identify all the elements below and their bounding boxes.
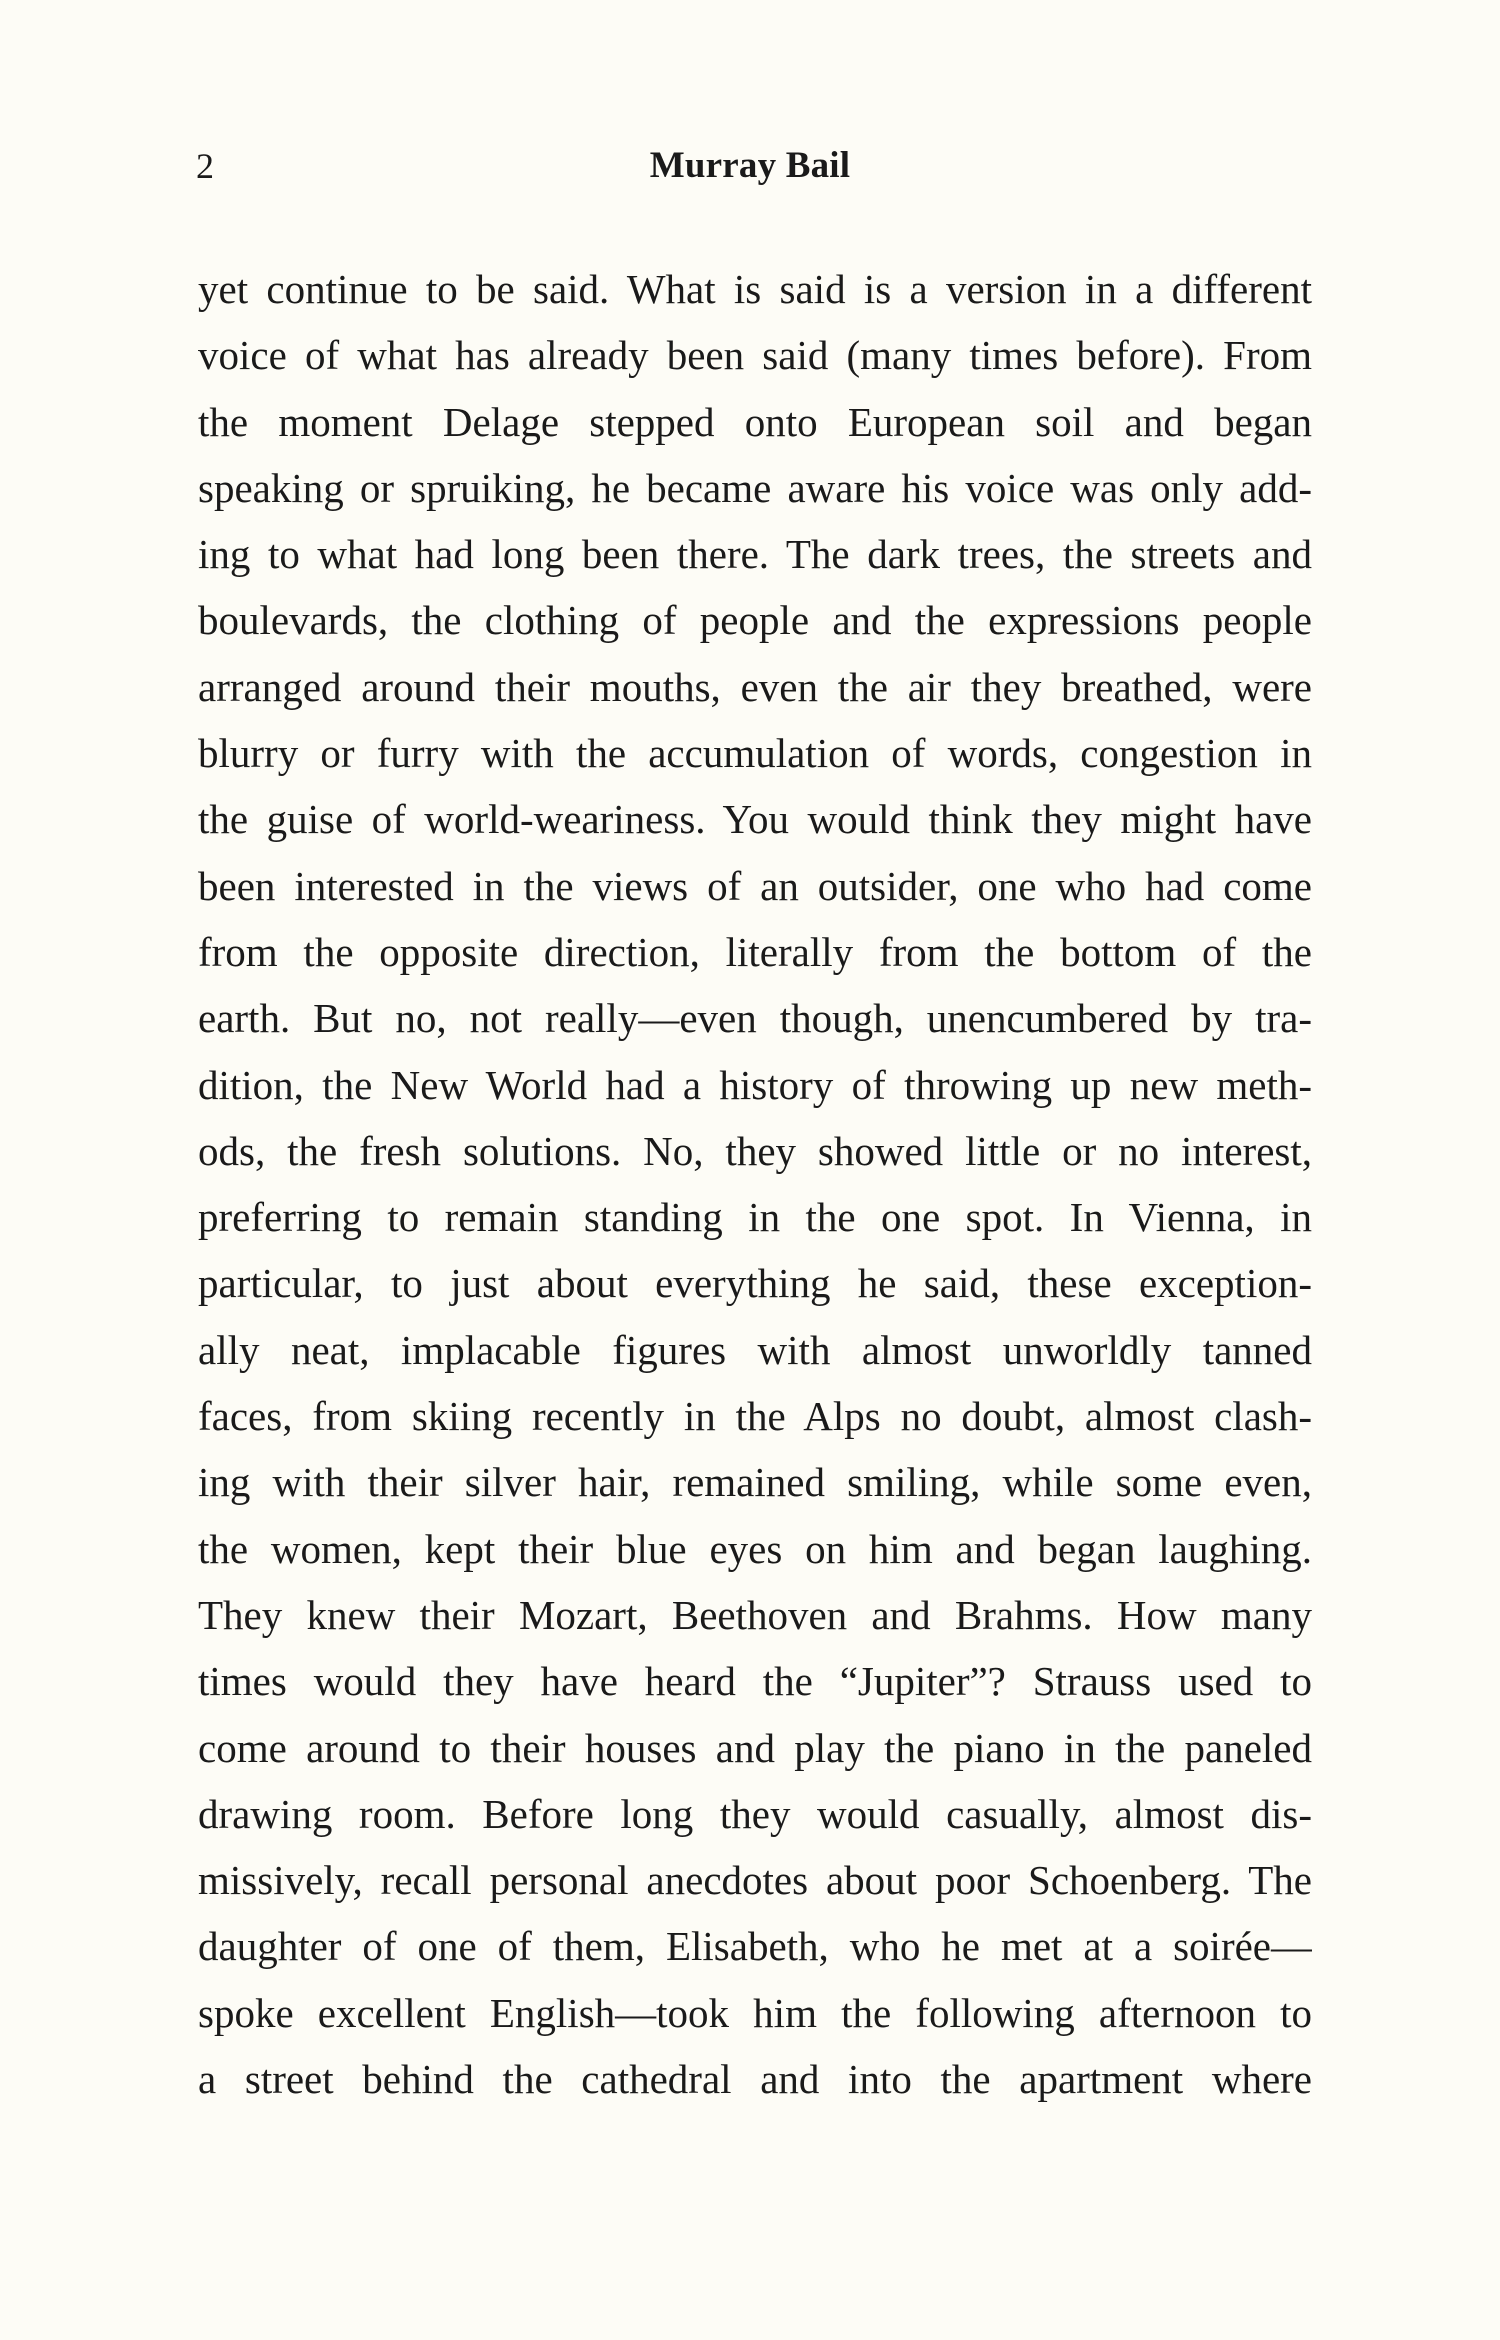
text-line: boulevards, the clothing of people and the expressions people: [198, 597, 1312, 644]
text-line: faces, from skiing recently in the Alps no doubt, almost clash-: [198, 1393, 1312, 1440]
text-line: the women, kept their blue eyes on him and began laughing.: [198, 1525, 1312, 1572]
text-line: They knew their Mozart, Beethoven and Brahms. How many: [198, 1591, 1312, 1638]
text-line: been interested in the views of an outsider, one who had come: [198, 862, 1312, 909]
text-line: the guise of world-weariness. You would think they might have: [198, 796, 1312, 843]
text-line: from the opposite direction, literally from the bottom of the: [198, 928, 1312, 975]
body-text: [198, 256, 1312, 2112]
text-line: spoke excellent English—took him the following afternoon to: [198, 1989, 1312, 2036]
text-line: preferring to remain standing in the one spot. In Vienna, in: [198, 1194, 1312, 1241]
text-line: the moment Delage stepped onto European soil and began: [198, 398, 1312, 445]
text-line: drawing room. Before long they would casually, almost dis-: [198, 1790, 1312, 1837]
text-line: speaking or spruiking, he became aware his voice was only add-: [198, 464, 1312, 511]
text-line: ally neat, implacable figures with almost unworldly tanned: [198, 1326, 1312, 1373]
text-line: particular, to just about everything he said, these exception-: [198, 1260, 1312, 1307]
text-line: ods, the fresh solutions. No, they showed little or no interest,: [198, 1127, 1312, 1174]
running-head-author: Murray Bail: [649, 145, 851, 186]
text-line: dition, the New World had a history of throwing up new meth-: [198, 1061, 1312, 1108]
text-line: daughter of one of them, Elisabeth, who he met at a soirée—: [198, 1923, 1312, 1970]
text-line: times would they have heard the “Jupiter”? Strauss used to: [198, 1658, 1312, 1705]
text-line: yet continue to be said. What is said is a version in a different: [198, 266, 1312, 312]
text-line: come around to their houses and play the piano in the paneled: [198, 1724, 1312, 1771]
text-line: ing with their silver hair, remained smiling, while some even,: [198, 1459, 1312, 1506]
text-line: voice of what has already been said (many times before). From: [198, 332, 1312, 379]
page-number: 2: [196, 146, 214, 186]
text-line: blurry or furry with the accumulation of words, congestion in: [198, 730, 1312, 777]
text-line: arranged around their mouths, even the air they breathed, were: [198, 663, 1312, 710]
text-line: missively, recall personal anecdotes about poor Schoenberg. The: [198, 1857, 1312, 1904]
text-line: ing to what had long been there. The dark trees, the streets and: [198, 531, 1312, 578]
text-line: earth. But no, not really—even though, unencumbered by tra-: [198, 995, 1312, 1042]
text-line: a street behind the cathedral and into the apartment where: [198, 2056, 1312, 2103]
